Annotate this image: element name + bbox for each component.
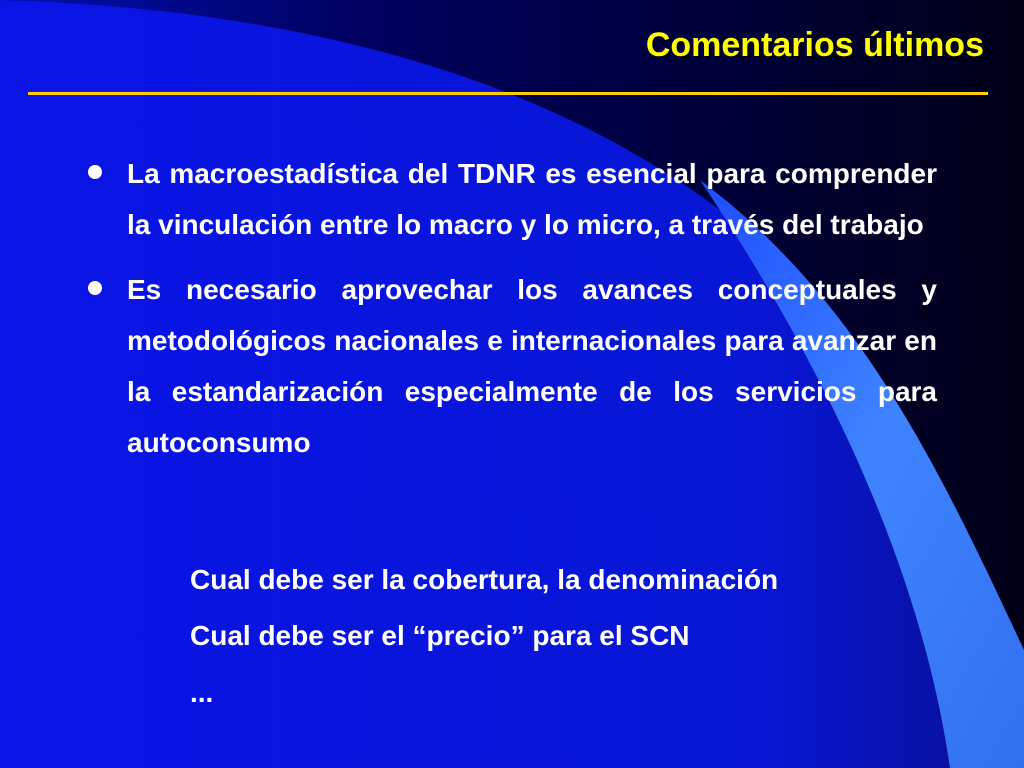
- slide-title: Comentarios últimos: [645, 26, 984, 64]
- bullet-dot-icon: [88, 165, 102, 179]
- title-divider: [28, 92, 988, 95]
- bullet-item: [0, 148, 1024, 250]
- bullet-text: La macroestadística del TDNR es esencial para comprender la vinculación entre lo macro y lo micro, a través del trabajo: [127, 158, 937, 240]
- sub-line: Cual debe ser el “precio” para el SCN: [190, 620, 690, 651]
- sub-line: Cual debe ser la cobertura, la denominación: [190, 564, 779, 595]
- bullet-dot-icon: [88, 281, 102, 295]
- bullet-text: Es necesario aprovechar los avances conceptuales y metodológicos nacionales e internacionales para avanzar en la estandarización especialmente de los servicios para autoconsumo: [127, 274, 937, 458]
- bullet-list: [0, 148, 1024, 482]
- sub-line: ...: [190, 677, 214, 708]
- bullet-item: [0, 264, 1024, 468]
